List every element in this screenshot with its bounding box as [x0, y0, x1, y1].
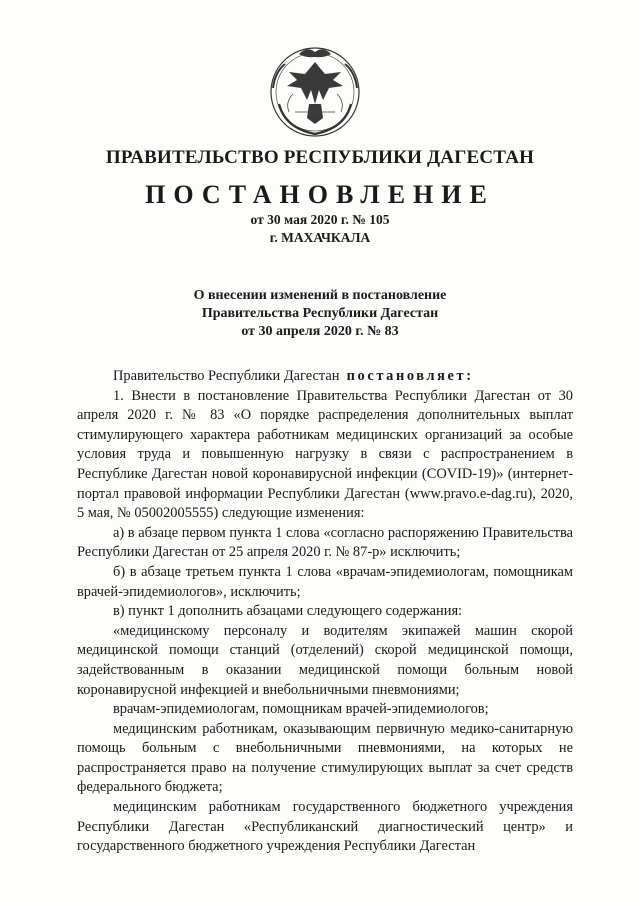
paragraph: в) пункт 1 дополнить абзацами следующего содержания: — [113, 603, 463, 620]
decree-word: постановляет: — [346, 368, 474, 384]
paragraph: медицинским работникам, оказывающим первичную медико-санитарную помощь больным с внебольничными пневмониями, на которых не распространяется право на получение стимулирующих выплат за счет средств федерального бюджета; — [77, 720, 573, 796]
document-date-number: от 30 мая 2020 г. № 105 — [250, 212, 390, 227]
title-line: О внесении изменений в постановление — [193, 288, 447, 303]
document-type: ПОСТАНОВЛЕНИЕ — [145, 180, 495, 209]
organization-name: ПРАВИТЕЛЬСТВО РЕСПУБЛИКИ ДАГЕСТАН — [105, 147, 535, 168]
paragraph: врачам-эпидемиологам, помощникам врачей-эпидемиологов; — [113, 701, 489, 718]
paragraph: а) в абзаце первом пункта 1 слова «согласно распоряжению Правительства Республики Дагестан от 25 апреля 2020 г. № 87-р» исключить; — [77, 524, 573, 561]
paragraph: «медицинскому персоналу и водителям экипажей машин скорой медицинской помощи станций (отделений) скорой медицинской помощи, задействованным в оказании медицинской помощи больным новой коронавирусной инфекцией и внебольничными пневмониями; — [77, 622, 573, 698]
paragraph: б) в абзаце третьем пункта 1 слова «врачам-эпидемиологам, помощникам врачей-эпидемиологов», исключить; — [77, 563, 573, 600]
intro-text: Правительство Республики Дагестан — [113, 368, 340, 384]
coat-of-arms-of-dagestan-emblem — [265, 42, 365, 140]
intro-paragraph — [77, 367, 573, 387]
document-body — [77, 367, 573, 857]
paragraph: 1. Внести в постановление Правительства Республики Дагестан от 30 апреля 2020 г. № 83 «О порядке распределения дополнительных выплат стимулирующего характера работникам медицинских организаций за особые условия труда и повышенную нагрузку в связи с распространением в Республике Дагестан новой коронавирусной инфекции (COVID-19)» (интернет-портал правовой информации Республики Дагестан (www.pravo.e-dag.ru), 2020, 5 мая, № 05002005555) следующие изменения: — [77, 387, 573, 522]
title-line: Правительства Республики Дагестан — [201, 306, 439, 321]
document-city: г. МАХАЧКАЛА — [269, 230, 371, 245]
paragraph: медицинским работникам государственного бюджетного учреждения Республики Дагестан «Республиканский диагностический центр» и государственного бюджетного учреждения Республики Дагестан — [77, 799, 573, 855]
title-line: от 30 апреля 2020 г. № 83 — [241, 324, 399, 339]
document-title — [0, 287, 640, 341]
